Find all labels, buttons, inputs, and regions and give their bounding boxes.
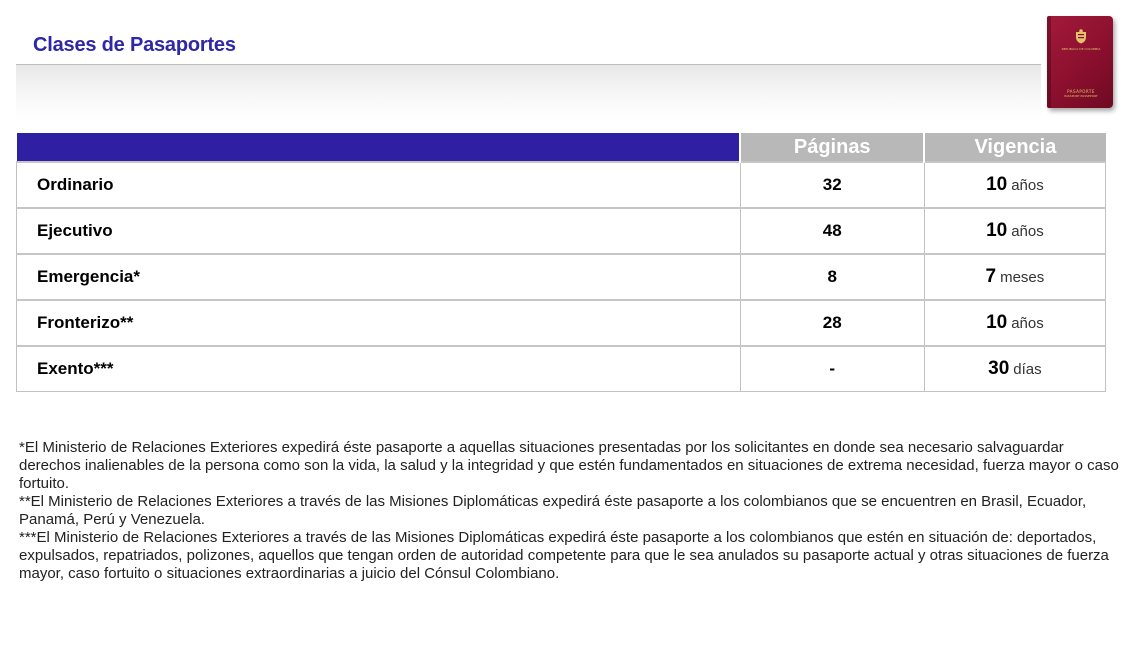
passport-classes-table bbox=[16, 133, 1106, 392]
table-row bbox=[17, 346, 1106, 392]
validity-unit: años bbox=[1011, 177, 1044, 194]
passport-type-cell: Ejecutivo bbox=[17, 208, 741, 254]
passport-type-cell: Ordinario bbox=[17, 162, 741, 208]
passport-type-cell: Fronterizo** bbox=[17, 300, 741, 346]
footnote-emergency: *El Ministerio de Relaciones Exteriores expedirá éste pasaporte a aquellas situaciones presentadas por los solicitantes en donde sea necesario salvaguardar derechos inalienables de la persona como son la vida, la salud y la integridad y que estén fundamentados en situaciones de extrema necesidad, fuerza mayor o caso fortuito. bbox=[19, 439, 1119, 492]
validity-cell bbox=[924, 300, 1105, 346]
validity-cell bbox=[924, 162, 1105, 208]
table-row bbox=[17, 208, 1106, 254]
validity-unit: años bbox=[1011, 315, 1044, 332]
table-row bbox=[17, 254, 1106, 300]
page-title: Clases de Pasaportes bbox=[33, 34, 236, 56]
validity-number: 10 bbox=[986, 220, 1008, 241]
table-row bbox=[17, 300, 1106, 346]
pages-cell: 28 bbox=[740, 300, 924, 346]
passport-cover-image bbox=[1047, 16, 1113, 108]
validity-column-header: Vigencia bbox=[924, 133, 1105, 162]
pages-cell: - bbox=[740, 346, 924, 392]
passport-type-text: PASAPORTE bbox=[1067, 89, 1095, 94]
pages-cell: 48 bbox=[740, 208, 924, 254]
passport-country-text: REPÚBLICA DE COLOMBIA bbox=[1061, 47, 1101, 51]
passport-type-subtext: PASSPORT PASSEPORT bbox=[1064, 94, 1098, 98]
validity-number: 7 bbox=[985, 266, 997, 287]
passport-type-cell: Exento*** bbox=[17, 346, 741, 392]
pages-cell: 8 bbox=[740, 254, 924, 300]
validity-unit: meses bbox=[1000, 269, 1045, 286]
pages-cell: 32 bbox=[740, 162, 924, 208]
footnote-border: **El Ministerio de Relaciones Exteriores a través de las Misiones Diplomáticas expedirá éste pasaporte a los colombianos que se encuentren en Brasil, Ecuador, Panamá, Perú y Venezuela. bbox=[19, 493, 1087, 528]
validity-number: 10 bbox=[986, 312, 1008, 333]
coat-of-arms-icon bbox=[1074, 29, 1088, 44]
table-header-row bbox=[17, 133, 1106, 162]
footnote-exempt: ***El Ministerio de Relaciones Exteriores a través de las Misiones Diplomáticas expedirá éste pasaporte a los colombianos que estén en situación de: deportados, expulsados, repatriados, polizones, aquellos que tengan orden de autoridad competente para que le sea anulados su pasaporte actual y otras situaciones de fuerza mayor, caso fortuito o situaciones extraordinarias a juicio del Cónsul Colombiano. bbox=[19, 529, 1109, 582]
footnotes bbox=[19, 439, 1129, 583]
validity-cell bbox=[924, 208, 1105, 254]
validity-cell bbox=[924, 346, 1105, 392]
validity-cell bbox=[924, 254, 1105, 300]
type-column-header bbox=[17, 133, 741, 162]
passport-spine bbox=[1047, 16, 1051, 108]
validity-unit: años bbox=[1011, 223, 1044, 240]
passport-type-cell: Emergencia* bbox=[17, 254, 741, 300]
validity-unit: días bbox=[1013, 361, 1042, 378]
validity-number: 30 bbox=[988, 358, 1010, 379]
validity-number: 10 bbox=[986, 174, 1008, 195]
title-shadow-band bbox=[16, 65, 1041, 120]
table-row bbox=[17, 162, 1106, 208]
pages-column-header: Páginas bbox=[740, 133, 924, 162]
